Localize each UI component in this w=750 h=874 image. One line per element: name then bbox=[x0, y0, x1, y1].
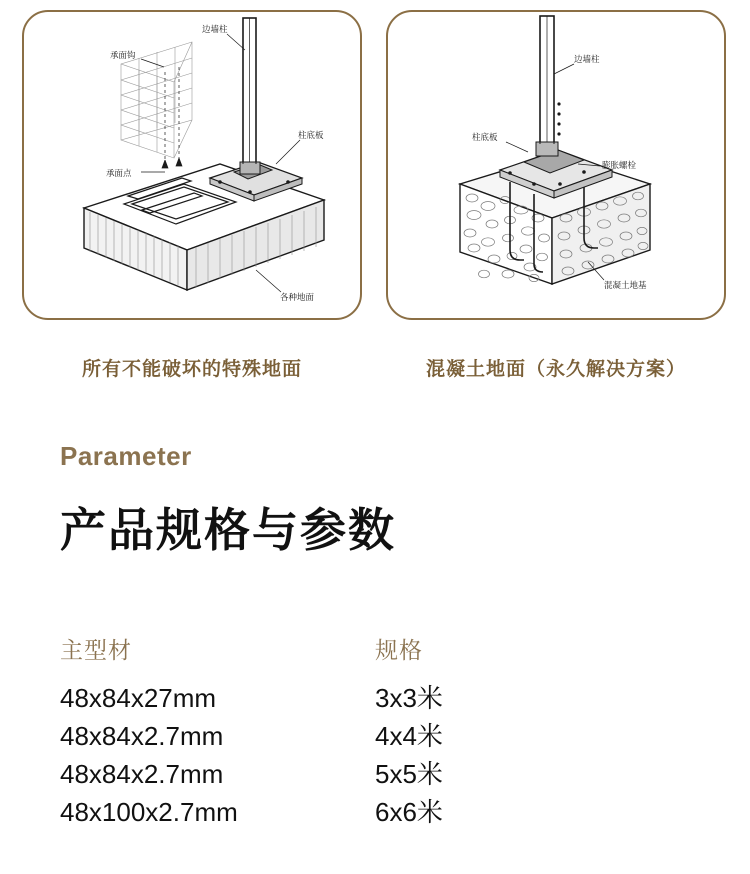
diagram-label-base-plate-2: 柱底板 bbox=[472, 132, 498, 142]
table-row: 6x6米 bbox=[375, 797, 443, 827]
page-title: 产品规格与参数 bbox=[60, 504, 396, 556]
diagram-label-side-post-2: 边墙柱 bbox=[574, 54, 600, 64]
spec-table bbox=[0, 632, 750, 831]
diagram-card-right-column bbox=[386, 10, 726, 381]
diagram-label-side-post: 边墙柱 bbox=[202, 24, 228, 34]
parameter-heading-block bbox=[0, 441, 750, 560]
diagram-label-base-plate: 柱底板 bbox=[298, 130, 324, 140]
caption-concrete-ground: 混凝土地面（永久解决方案） bbox=[425, 359, 686, 380]
caption-special-ground: 所有不能破坏的特殊地面 bbox=[81, 359, 302, 380]
special-ground-illustration bbox=[24, 12, 360, 318]
concrete-ground-diagram bbox=[386, 10, 726, 320]
table-row: 5x5米 bbox=[375, 759, 443, 789]
diagram-card-row bbox=[0, 0, 750, 381]
table-row: 48x84x27mm bbox=[60, 683, 217, 713]
spec-column-profile bbox=[60, 632, 375, 831]
diagram-label-bearing-point: 承面点 bbox=[106, 168, 132, 178]
parameter-eyebrow: Parameter bbox=[60, 441, 192, 471]
diagram-label-expansion-bolt: 膨胀螺栓 bbox=[602, 160, 637, 170]
table-row: 48x84x2.7mm bbox=[60, 759, 224, 789]
diagram-label-concrete-foundation: 混凝土地基 bbox=[604, 280, 647, 290]
concrete-ground-illustration bbox=[388, 12, 724, 318]
spec-header-profile: 主型材 bbox=[60, 637, 132, 663]
diagram-label-bearing-hook: 承面钩 bbox=[110, 50, 136, 60]
special-ground-diagram bbox=[22, 10, 362, 320]
spec-column-size bbox=[375, 632, 690, 831]
diagram-label-various-ground: 各种地面 bbox=[280, 292, 315, 302]
table-row: 3x3米 bbox=[375, 683, 443, 713]
table-row: 4x4米 bbox=[375, 721, 443, 751]
table-row: 48x84x2.7mm bbox=[60, 721, 224, 751]
spec-header-size: 规格 bbox=[375, 637, 423, 663]
table-row: 48x100x2.7mm bbox=[60, 797, 238, 827]
diagram-card-left-column bbox=[22, 10, 362, 381]
